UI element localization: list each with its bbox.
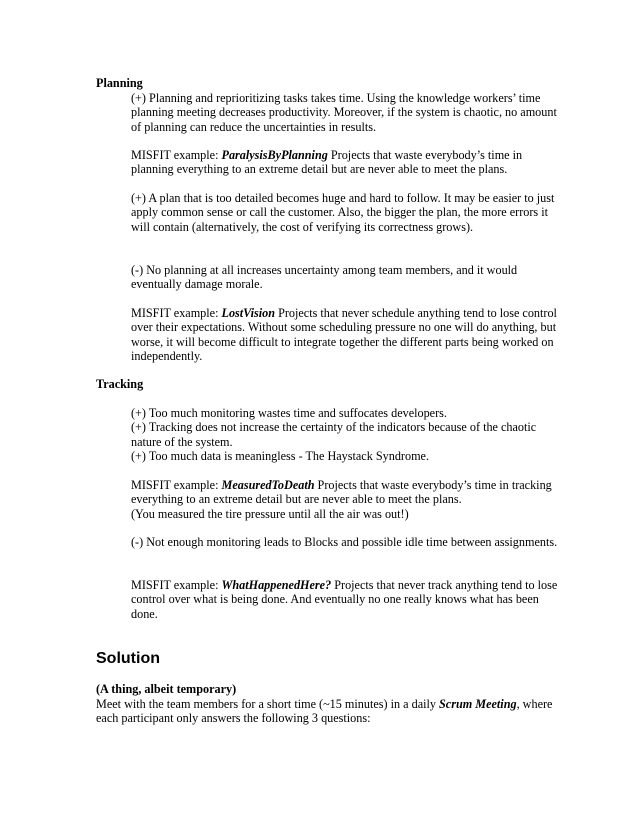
misfit-name: MeasuredToDeath <box>221 478 315 492</box>
planning-para-3-text: (-) No planning at all increases uncertainty among team members, and it would eventually damage morale. <box>131 263 518 292</box>
tracking-line-3: (+) Too much data is meaningless - The Haystack Syndrome. <box>131 448 430 463</box>
tracking-line-1: (+) Too much monitoring wastes time and suffocates developers. <box>131 406 447 420</box>
misfit-prefix: MISFIT example: <box>131 578 222 592</box>
tracking-heading: Tracking <box>96 377 144 391</box>
planning-para-2-text: (+) A plan that is too detailed becomes huge and hard to follow. It may be easier to just apply common sense or call the customer. Also, the bigger the plan, the more errors it will contain (alternatively, the cost of verifying its correctness grows). <box>131 191 555 234</box>
solution-text <box>96 697 566 726</box>
solution-title: Solution <box>96 650 160 667</box>
misfit-text: Projects that waste everybody’s time in tracking everything to an extreme detail but are never able to meet the plans. <box>131 478 552 507</box>
solution-subheading: (A thing, albeit temporary) <box>96 682 237 696</box>
misfit-text: Projects that waste everybody’s time in planning everything to an extreme detail but are never able to meet the plans. <box>131 148 523 177</box>
scrum-meeting-emphasis: Scrum Meeting <box>439 697 517 711</box>
solution-text-before: Meet with the team members for a short time (~15 minutes) in a daily <box>96 697 440 711</box>
planning-para-1-text: (+) Planning and reprioritizing tasks takes time. Using the knowledge workers’ time planning meeting decreases productivity. Moreover, if the system is chaotic, no amount of planning can reduce the uncertainties in results. <box>131 91 557 134</box>
misfit-name: ParalysisByPlanning <box>221 148 328 162</box>
misfit-text: Projects that never schedule anything tend to lose control over their expectations. Without some scheduling pressure no one will do anything, but worse, it will become difficult to integrate together the different parts being worked on independently. <box>131 306 557 363</box>
misfit-text: Projects that never track anything tend to lose control over what is being done. And eventually no one really knows what has been done. <box>131 578 558 621</box>
planning-para-2 <box>131 191 561 234</box>
planning-para-1 <box>131 91 561 134</box>
planning-para-3 <box>131 263 561 292</box>
tracking-misfit-1-note: (You measured the tire pressure until all the air was out!) <box>131 506 409 521</box>
misfit-name: LostVision <box>221 306 276 320</box>
tracking-misfit-2 <box>131 578 561 621</box>
planning-heading: Planning <box>96 76 143 90</box>
misfit-prefix: MISFIT example: <box>131 306 222 320</box>
misfit-name: WhatHappenedHere? <box>221 578 332 592</box>
misfit-prefix: MISFIT example: <box>131 478 222 492</box>
tracking-para-minus-text: (-) Not enough monitoring leads to Blocks and possible idle time between assignments. <box>131 535 558 549</box>
tracking-list <box>131 406 561 463</box>
misfit-prefix: MISFIT example: <box>131 148 222 162</box>
tracking-misfit-1 <box>131 478 561 521</box>
tracking-line-2: (+) Tracking does not increase the certainty of the indicators because of the chaotic nature of the system. <box>131 420 537 449</box>
solution-text-after: , where each participant only answers the following 3 questions: <box>96 697 553 726</box>
planning-misfit-2 <box>131 306 561 363</box>
planning-misfit-1 <box>131 148 561 177</box>
tracking-para-minus <box>131 535 561 549</box>
